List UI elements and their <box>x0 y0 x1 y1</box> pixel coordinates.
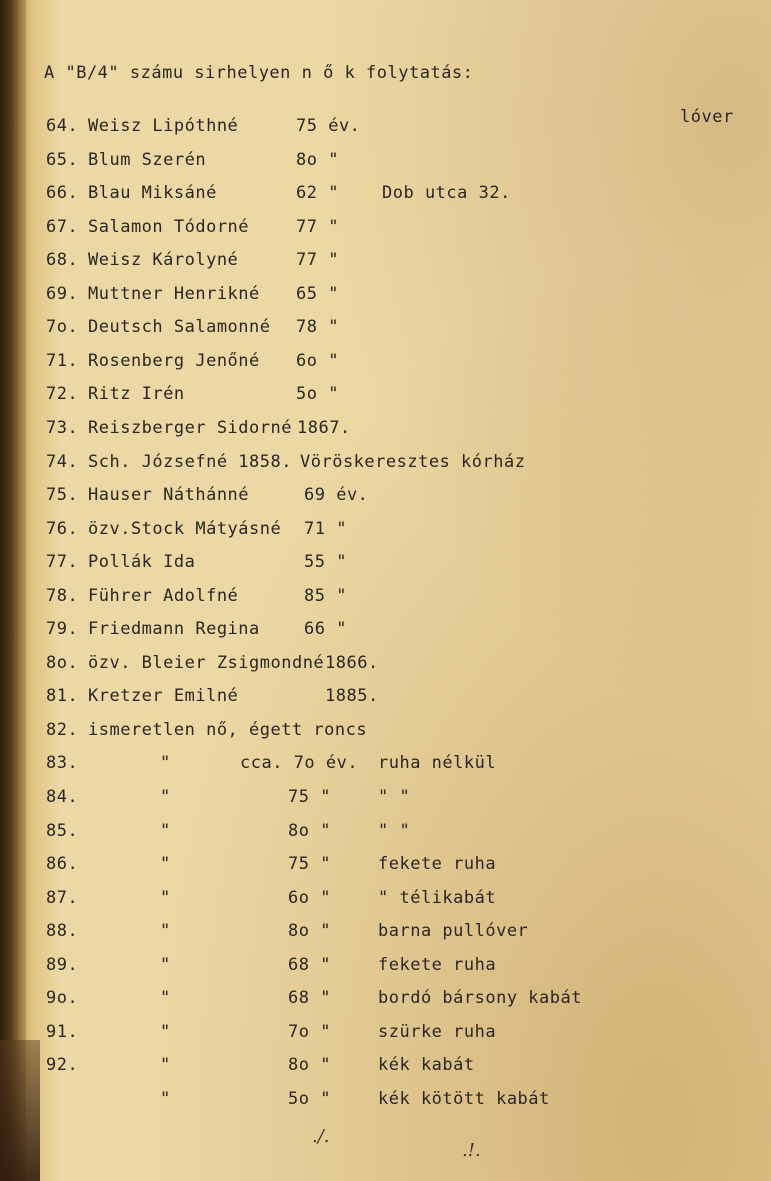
row-name: Ritz Irén <box>88 384 185 404</box>
row-age: 6o " <box>296 351 339 371</box>
row-number: 79. <box>46 619 79 639</box>
row-age: 71 " <box>304 519 347 539</box>
margin-note: lóver <box>680 107 734 127</box>
row-age: 85 " <box>304 586 347 606</box>
row-age: 55 " <box>304 552 347 572</box>
row-note: " " <box>378 821 411 841</box>
row-name: Führer Adolfné <box>88 586 239 606</box>
footer-mark-right: .!. <box>462 1140 481 1161</box>
row-number: 8o. <box>46 653 79 673</box>
row-note: ruha nélkül <box>378 753 497 773</box>
row-note: fekete ruha <box>378 854 497 874</box>
row-number: 92. <box>46 1055 79 1075</box>
row-name: Sch. Józsefné 1858. <box>88 452 292 472</box>
torn-page-edge <box>0 1040 40 1181</box>
row-name: " <box>160 854 171 874</box>
page-heading: A "B/4" számu sirhelyen n ő k folytatás: <box>44 63 474 83</box>
row-number: 81. <box>46 686 79 706</box>
row-name: Rosenberg Jenőné <box>88 351 260 371</box>
row-age: 5o " <box>288 1089 331 1109</box>
row-number: 9o. <box>46 988 79 1008</box>
row-note: bordó bársony kabát <box>378 988 582 1008</box>
row-name: " <box>160 753 171 773</box>
row-number: 87. <box>46 888 79 908</box>
row-age: 1885. <box>325 686 379 706</box>
row-age: 8o " <box>288 821 331 841</box>
row-number: 7o. <box>46 317 79 337</box>
row-age: 78 " <box>296 317 339 337</box>
row-age: 75 " <box>288 787 331 807</box>
row-age: 75 év. <box>296 116 361 136</box>
row-name: özv.Stock Mátyásné <box>88 519 282 539</box>
row-name: Blau Miksáné <box>88 183 217 203</box>
row-number: 75. <box>46 485 79 505</box>
row-name: " <box>160 1055 171 1075</box>
row-number: 86. <box>46 854 79 874</box>
row-name: Blum Szerén <box>88 150 207 170</box>
row-name: Reiszberger Sidorné <box>88 418 292 438</box>
row-number: 78. <box>46 586 79 606</box>
row-age: 7o " <box>288 1022 331 1042</box>
row-age: 69 év. <box>304 485 369 505</box>
row-number: 83. <box>46 753 79 773</box>
row-number: 74. <box>46 452 79 472</box>
row-age: 5o " <box>296 384 339 404</box>
row-number: 67. <box>46 217 79 237</box>
row-number: 66. <box>46 183 79 203</box>
row-age: 68 " <box>288 955 331 975</box>
row-note: barna pullóver <box>378 921 529 941</box>
row-age: 8o " <box>296 150 339 170</box>
row-number: 91. <box>46 1022 79 1042</box>
row-name: Weisz Lipóthné <box>88 116 239 136</box>
row-name: " <box>160 988 171 1008</box>
row-name: Salamon Tódorné <box>88 217 250 237</box>
row-number: 77. <box>46 552 79 572</box>
row-note: " télikabát <box>378 888 497 908</box>
row-note: Dob utca 32. <box>382 183 511 203</box>
row-name: " <box>160 955 171 975</box>
row-age: 8o " <box>288 1055 331 1075</box>
row-note: " " <box>378 787 411 807</box>
row-name: Pollák Ida <box>88 552 196 572</box>
row-name: Hauser Náthánné <box>88 485 250 505</box>
row-age: 68 " <box>288 988 331 1008</box>
row-note: kék kötött kabát <box>378 1089 550 1109</box>
row-age: 65 " <box>296 284 339 304</box>
row-age: 77 " <box>296 250 339 270</box>
row-name: Friedmann Regina <box>88 619 260 639</box>
row-number: 65. <box>46 150 79 170</box>
row-number: 84. <box>46 787 79 807</box>
row-note: kék kabát <box>378 1055 475 1075</box>
row-age: 77 " <box>296 217 339 237</box>
row-number: 69. <box>46 284 79 304</box>
row-note: szürke ruha <box>378 1022 497 1042</box>
row-number: 72. <box>46 384 79 404</box>
binding-shadow <box>0 0 26 1181</box>
row-name: Muttner Henrikné <box>88 284 260 304</box>
row-age: cca. 7o év. <box>240 753 359 773</box>
row-number: 88. <box>46 921 79 941</box>
row-age: 62 " <box>296 183 339 203</box>
row-age: 75 " <box>288 854 331 874</box>
footer-mark-left: ./. <box>312 1126 330 1147</box>
row-name: Kretzer Emilné <box>88 686 239 706</box>
row-name: ismeretlen nő, égett roncs <box>88 720 368 740</box>
row-number: 82. <box>46 720 79 740</box>
row-number: 71. <box>46 351 79 371</box>
row-name: " <box>160 921 171 941</box>
row-number: 68. <box>46 250 79 270</box>
row-name: özv. Bleier Zsigmondné <box>88 653 325 673</box>
row-name: " <box>160 1022 171 1042</box>
row-name: " <box>160 787 171 807</box>
row-age: 8o " <box>288 921 331 941</box>
row-number: 85. <box>46 821 79 841</box>
row-age: 1866. <box>325 653 379 673</box>
row-note: Vöröskeresztes kórház <box>300 452 526 472</box>
row-age: 66 " <box>304 619 347 639</box>
row-number: 73. <box>46 418 79 438</box>
row-number: 64. <box>46 116 79 136</box>
row-age: 1867. <box>297 418 351 438</box>
row-number: 89. <box>46 955 79 975</box>
row-name: " <box>160 821 171 841</box>
row-name: " <box>160 888 171 908</box>
row-note: fekete ruha <box>378 955 497 975</box>
row-name: " <box>160 1089 171 1109</box>
row-name: Weisz Károlyné <box>88 250 239 270</box>
row-age: 6o " <box>288 888 331 908</box>
row-name: Deutsch Salamonné <box>88 317 271 337</box>
row-number: 76. <box>46 519 79 539</box>
